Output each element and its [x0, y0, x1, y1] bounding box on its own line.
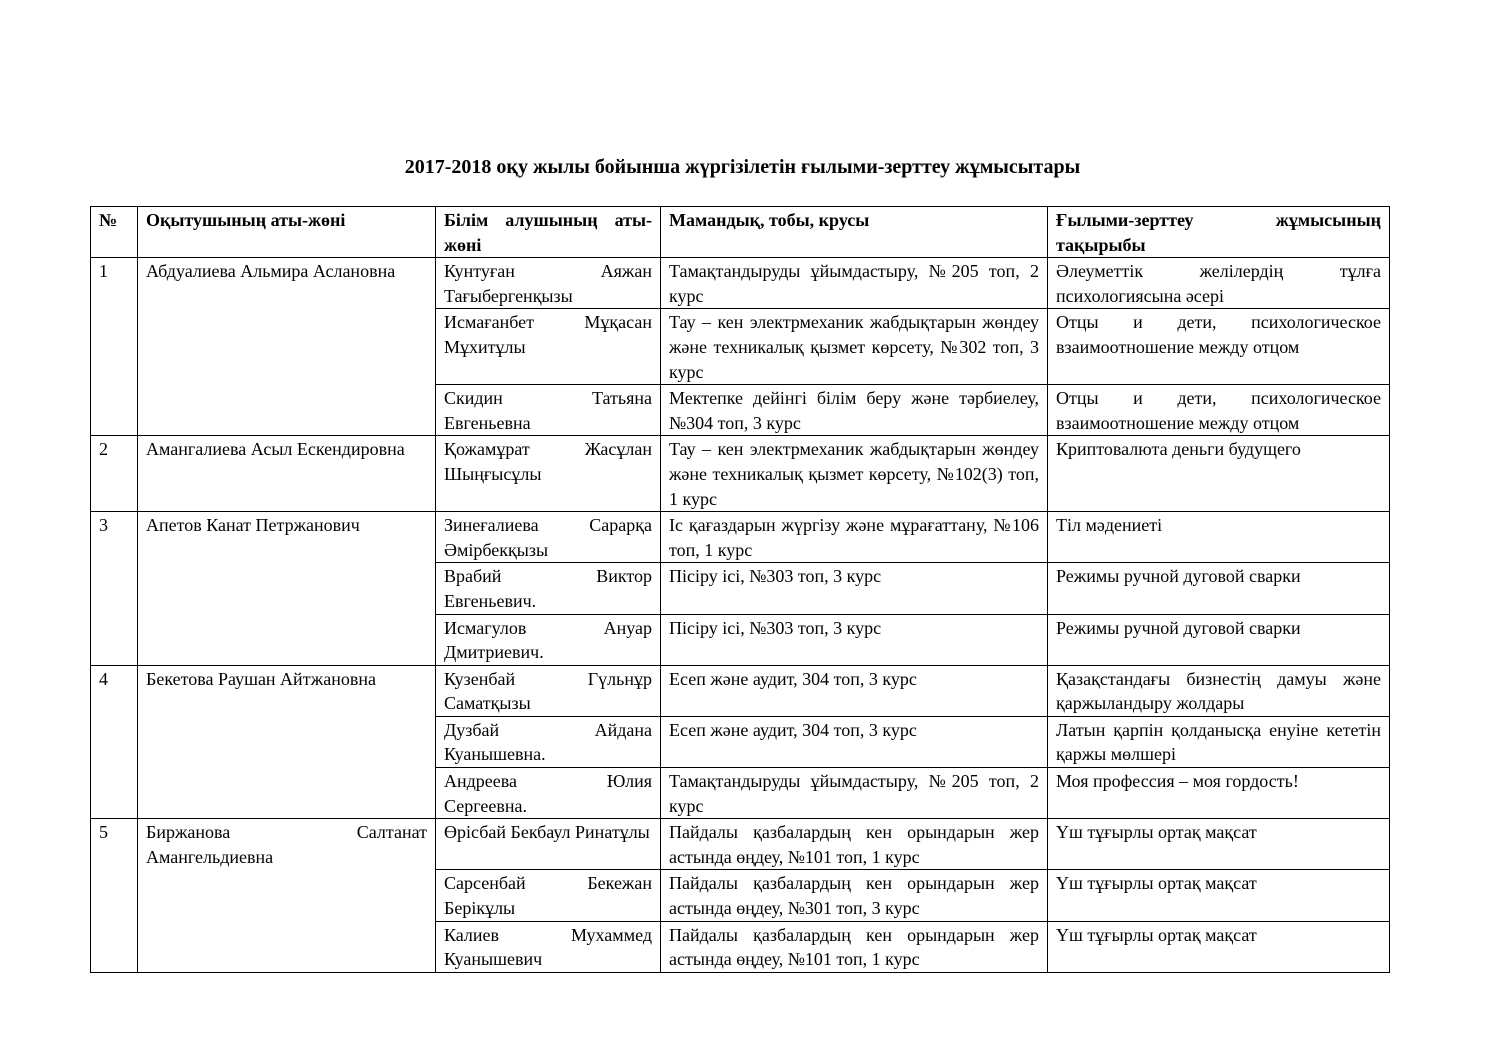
header-topic: Ғылыми-зерттеу жұмысының тақырыбы: [1048, 207, 1390, 258]
student-name: Қожамұрат Жасұлан Шыңғысұлы: [436, 436, 661, 512]
specialty-cell: Іс қағаздарын жүргізу және мұрағаттану, №106 топ, 1 курс: [661, 512, 1048, 563]
topic-cell: Отцы и дети, психологическое взаимоотношение между отцом: [1048, 309, 1390, 385]
table-row: [91, 258, 1390, 309]
topic-cell: Режимы ручной дуговой сварки: [1048, 563, 1390, 614]
specialty-cell: Пайдалы қазбалардың кен орындарын жер астында өңдеу, №101 топ, 1 курс: [661, 819, 1048, 870]
topic-cell: Үш тұғырлы ортақ мақсат: [1048, 870, 1390, 921]
student-name: Врабий Виктор Евгеньевич.: [436, 563, 661, 614]
student-name: Исмағанбет Мұқасан Мұхитұлы: [436, 309, 661, 385]
student-name: Андреева Юлия Сергеевна.: [436, 768, 661, 819]
topic-cell: Моя профессия – моя гордость!: [1048, 768, 1390, 819]
row-number: 4: [91, 665, 138, 819]
specialty-cell: Пісіру ісі, №303 топ, 3 курс: [661, 563, 1048, 614]
student-name: Сарсенбай Бекежан Берікұлы: [436, 870, 661, 921]
student-name: Дузбай Айдана Куанышевна.: [436, 716, 661, 767]
specialty-cell: Тамақтандыруды ұйымдастыру, №205 топ, 2 курс: [661, 768, 1048, 819]
table-row: [91, 436, 1390, 512]
research-table: [90, 206, 1390, 973]
teacher-name: Бекетова Раушан Айтжановна: [138, 665, 436, 819]
topic-cell: Криптовалюта деньги будущего: [1048, 436, 1390, 512]
teacher-name: Апетов Канат Петржанович: [138, 512, 436, 666]
table-row: [91, 665, 1390, 716]
specialty-cell: Есеп және аудит, 304 топ, 3 курс: [661, 665, 1048, 716]
specialty-cell: Тамақтандыруды ұйымдастыру, №205 топ, 2 курс: [661, 258, 1048, 309]
topic-cell: Үш тұғырлы ортақ мақсат: [1048, 819, 1390, 870]
table-body: [91, 258, 1390, 973]
student-name: Кузенбай Гүльнұр Саматқызы: [436, 665, 661, 716]
topic-cell: Қазақстандағы бизнестің дамуы және қаржыландыру жолдары: [1048, 665, 1390, 716]
row-number: 3: [91, 512, 138, 666]
topic-cell: Режимы ручной дуговой сварки: [1048, 614, 1390, 665]
row-number: 5: [91, 819, 138, 973]
header-teacher: Оқытушының аты-жөні: [138, 207, 436, 258]
student-name: Кунтуған Аяжан Тағыбергенқызы: [436, 258, 661, 309]
student-name: Исмагулов Ануар Дмитриевич.: [436, 614, 661, 665]
teacher-name: Амангалиева Асыл Ескендировна: [138, 436, 436, 512]
header-student: Білім алушының аты-жөні: [436, 207, 661, 258]
topic-cell: Латын қарпін қолданысқа енуіне кететін қаржы мөлшері: [1048, 716, 1390, 767]
student-name: Скидин Татьяна Евгеньевна: [436, 385, 661, 436]
table-row: [91, 512, 1390, 563]
row-number: 2: [91, 436, 138, 512]
header-specialty: Мамандық, тобы, крусы: [661, 207, 1048, 258]
teacher-name: Биржанова Салтанат Амангельдиевна: [138, 819, 436, 973]
specialty-cell: Пайдалы қазбалардың кен орындарын жер астында өңдеу, №301 топ, 3 курс: [661, 870, 1048, 921]
specialty-cell: Пісіру ісі, №303 топ, 3 курс: [661, 614, 1048, 665]
header-row: [91, 207, 1390, 258]
specialty-cell: Тау – кен электрмеханик жабдықтарын жөндеу және техникалық қызмет көрсету, №102(3) топ, 1 курс: [661, 436, 1048, 512]
specialty-cell: Пайдалы қазбалардың кен орындарын жер астында өңдеу, №101 топ, 1 курс: [661, 921, 1048, 972]
teacher-name: Абдуалиева Альмира Аслановна: [138, 258, 436, 436]
topic-cell: Отцы и дети, психологическое взаимоотношение между отцом: [1048, 385, 1390, 436]
topic-cell: Әлеуметтік желілердің тұлға психологиясына әсері: [1048, 258, 1390, 309]
specialty-cell: Мектепке дейінгі білім беру және тәрбиелеу, №304 топ, 3 курс: [661, 385, 1048, 436]
header-num: №: [91, 207, 138, 258]
table-row: [91, 819, 1390, 870]
specialty-cell: Есеп және аудит, 304 топ, 3 курс: [661, 716, 1048, 767]
topic-cell: Тіл мәдениеті: [1048, 512, 1390, 563]
row-number: 1: [91, 258, 138, 436]
specialty-cell: Тау – кен электрмеханик жабдықтарын жөндеу және техникалық қызмет көрсету, №302 топ, 3 курс: [661, 309, 1048, 385]
table-header: [91, 207, 1390, 258]
student-name: Калиев Мухаммед Куанышевич: [436, 921, 661, 972]
topic-cell: Үш тұғырлы ортақ мақсат: [1048, 921, 1390, 972]
student-name: Өрісбай Бекбаул Ринатұлы: [436, 819, 661, 870]
student-name: Зинеғалиева Сарарқа Әмірбекқызы: [436, 512, 661, 563]
page-title: 2017-2018 оқу жылы бойынша жүргізілетін ғылыми-зерттеу жұмысытары: [404, 156, 1081, 178]
